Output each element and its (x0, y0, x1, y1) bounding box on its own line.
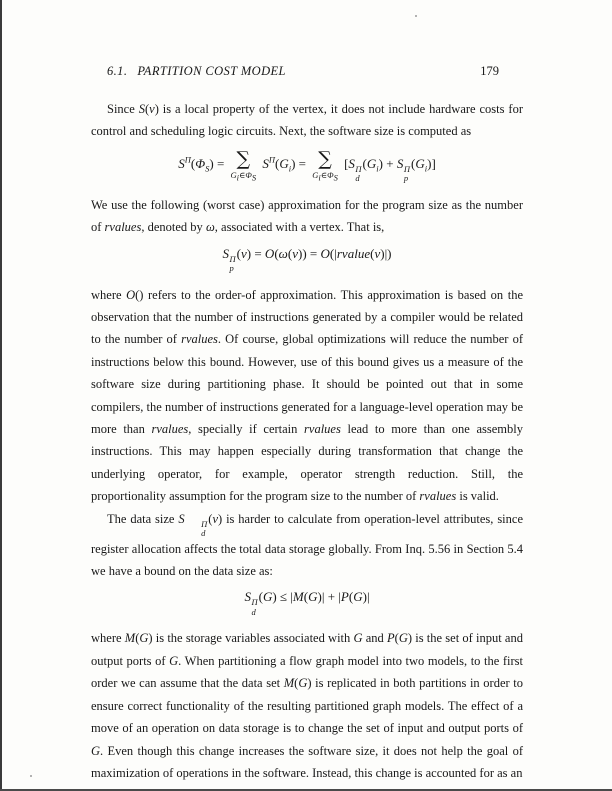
sigma-symbol: ∑ (236, 147, 251, 170)
section-number: 6.1. (107, 64, 128, 78)
stacked-supsub: Π d (355, 163, 362, 184)
text-run: is replicated in both partitions in order to ensure correct functionality of the resulting partitioned graph models. The effect of a move of an operation on data storage is to change the set of input and output ports of (91, 676, 524, 736)
text-run: where (91, 631, 125, 646)
text-run: lead to more than one assembly instructions. This may happen especially during transformation that change the underlying operator, for example, operator strength reduction. Still, the proportionality assumption for the program size to the number of (91, 422, 523, 504)
scan-edge-artifact (0, 0, 2, 791)
text-run: rvalues (151, 422, 189, 437)
text-run: rvalues (304, 422, 341, 437)
running-header (91, 64, 523, 79)
text-run: rvalues (181, 332, 218, 347)
text-run: , specially if certain (188, 422, 305, 437)
text-run: is the set of input and output ports of (91, 631, 523, 668)
content (91, 98, 523, 784)
text-run: Since (107, 102, 139, 116)
text-run: is valid. (456, 489, 499, 504)
text-run: The data size (107, 511, 179, 526)
text-run: where (91, 287, 127, 302)
paragraph (91, 284, 523, 508)
scan-speck (415, 15, 417, 17)
scan-speck (30, 775, 32, 777)
paragraph (91, 627, 523, 784)
inline-math: ω (205, 220, 215, 235)
sigma-symbol: ∑ (318, 147, 332, 170)
inline-math: G (91, 743, 101, 758)
text-run: rvalues (419, 489, 457, 504)
text-run: and (362, 631, 388, 646)
text-run: refers to the order-of approximation. This approximation is based on the observation that the number of instructions generated by a compiler would be related to the number of (91, 287, 523, 347)
summation-limit: $G_i\in\Phi_S$ (312, 169, 338, 183)
text-run: , associated with a vertex. That is, (214, 220, 385, 235)
inline-math: M(G) (283, 676, 312, 691)
paragraph (91, 98, 523, 143)
summation-limit: $G_i\in\Phi_S$ (230, 169, 257, 183)
summation (230, 147, 257, 183)
text-run: We use the following (worst case) approximation for the program size as the number of (91, 197, 523, 235)
inline-math: M(G) (124, 631, 153, 646)
page-number: 179 (480, 64, 499, 78)
stacked-supsub: Π d (201, 518, 208, 539)
inline-math: S(v) (138, 102, 159, 116)
inline-math: G (353, 631, 363, 646)
text-run: . When partitioning a flow graph model into two models, to the first order we can assume that the data set (91, 653, 524, 691)
stacked-supsub: Π p (403, 163, 410, 184)
inline-math: S Π d (v) (178, 511, 223, 539)
text-run: is harder to calculate from operation-level attributes, since register allocation affects the total data storage globally. From Inq. 5.56 in Section 5.4 we have a bound on the data size as: (91, 511, 524, 579)
stacked-supsub: Π d (251, 597, 258, 617)
section-heading (91, 64, 286, 79)
text-run: is the storage variables associated with (152, 631, 354, 646)
inline-math: O() (126, 287, 144, 302)
text-run: . Of course, global optimizations will reduce the number of instructions below this bound. However, use of this bound gives us a measure of the software size during partitioning phase. It should be pointed out that in some compilers, the number of instructions generated for a language-level operation may be more than (91, 332, 523, 437)
display-formula: $S^\Pi(\Phi_S)$ = ∑ $G_i\in\Phi_S$ $S^\Pi(G_i)$ = ∑ $G_i\in\Phi_S$ [S Π d $(G_i) + S$ Π p $(G_i)$] (178, 147, 436, 184)
paragraph (91, 194, 523, 239)
display-formula: S Π d (G) ≤ |M(G)| + |P(G)| (244, 589, 370, 617)
section-name: PARTITION COST MODEL (137, 64, 286, 78)
text-run: is a local property of the vertex, it does not include hardware costs for control and scheduling logic circuits. Next, the software size is computed as (91, 102, 523, 139)
text-run: . Even though this change increases the software size, it does not help the goal of maximization of operations in the software. Instead, this change is accounted for as an (91, 743, 523, 780)
paragraph (91, 508, 523, 583)
summation (312, 147, 338, 183)
stacked-supsub: Π p (229, 253, 236, 274)
inline-math: G (169, 653, 179, 668)
inline-math: P(G) (387, 631, 413, 646)
display-formula: S Π p (v) = O(ω(v)) = O(|rvalue(v)|) (222, 245, 392, 274)
text-run: , denoted by (141, 220, 206, 235)
text-run: rvalues (104, 220, 142, 235)
